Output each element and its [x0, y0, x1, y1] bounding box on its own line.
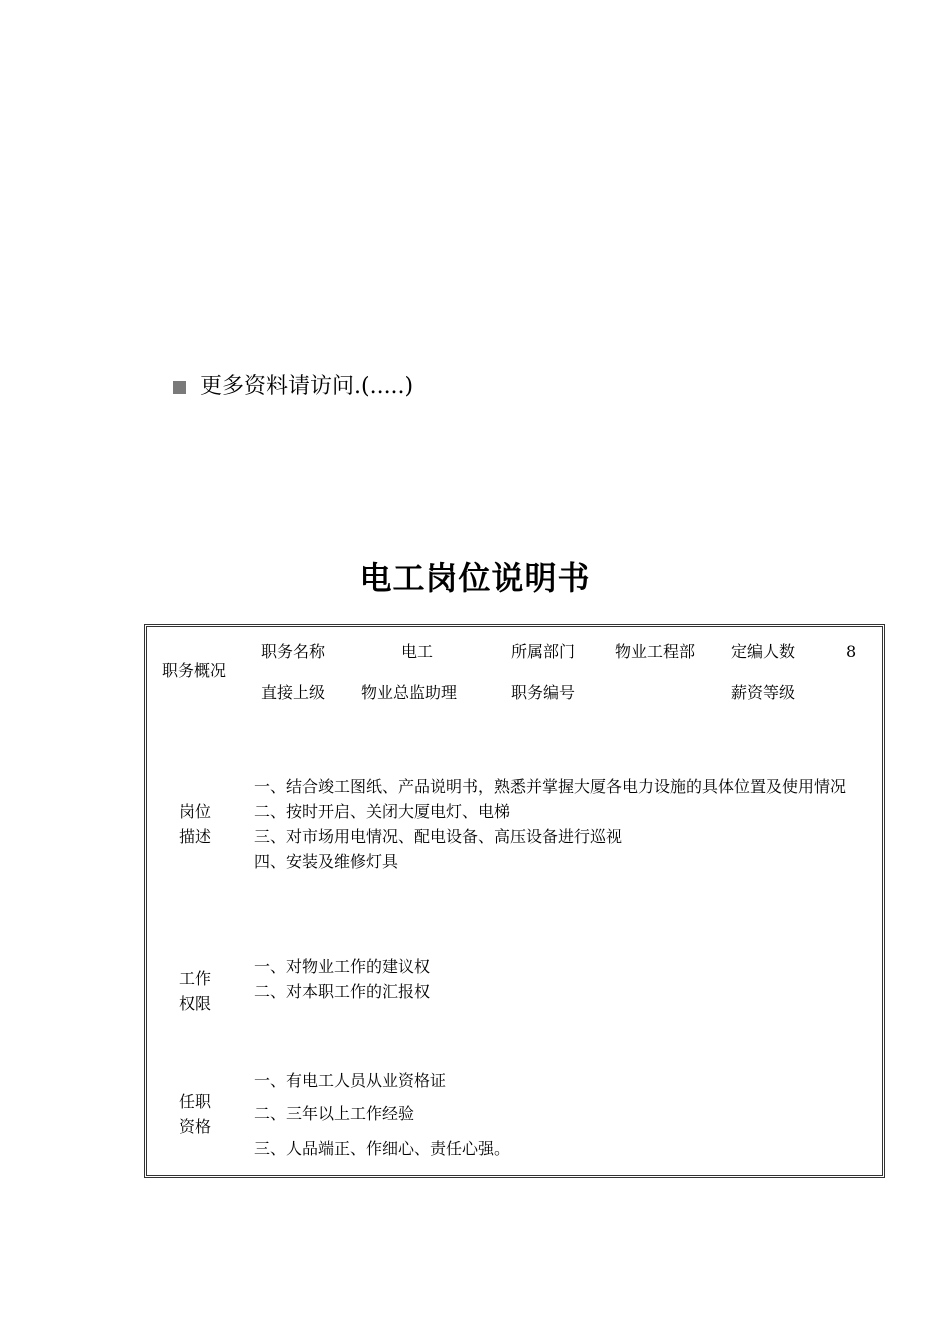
- headcount-label: 定编人数: [731, 642, 796, 661]
- description-item: 一、结合竣工图纸、产品说明书，熟悉并掌握大厦各电力设施的具体位置及使用情况: [254, 777, 847, 796]
- description-label-line2: 描述: [178, 827, 211, 846]
- authority-item: 一、对物业工作的建议权: [254, 957, 431, 976]
- qualification-item: 一、有电工人员从业资格证: [254, 1071, 447, 1090]
- superior-label: 直接上级: [261, 683, 326, 702]
- job-description-table: [144, 624, 885, 1178]
- department-label: 所属部门: [511, 642, 576, 661]
- more-info-text: 更多资料请访问.(.....): [200, 374, 414, 399]
- description-item: 三、对市场用电情况、配电设备、高压设备进行巡视: [254, 827, 623, 846]
- authority-label: [165, 966, 225, 1016]
- description-label: [165, 799, 225, 849]
- job-title-value: 电工: [400, 642, 433, 661]
- headcount-value: 8: [846, 642, 857, 661]
- description-item: 四、安装及维修灯具: [254, 852, 399, 871]
- page-title: 电工岗位说明书: [359, 559, 591, 597]
- overview-section-label: 职务概况: [162, 661, 227, 680]
- job-title-label: 职务名称: [261, 642, 326, 661]
- qualification-label-line2: 资格: [178, 1117, 211, 1136]
- department-value: 物业工程部: [615, 642, 696, 661]
- square-bullet-icon: [173, 381, 186, 394]
- qualification-label: [165, 1089, 225, 1139]
- more-info-note: [173, 372, 413, 402]
- description-label-line1: 岗位: [178, 802, 211, 821]
- authority-label-line2: 权限: [178, 994, 211, 1013]
- authority-item: 二、对本职工作的汇报权: [254, 982, 431, 1001]
- salary-grade-label: 薪资等级: [731, 683, 796, 702]
- qualification-item: 二、三年以上工作经验: [254, 1104, 415, 1123]
- job-code-label: 职务编号: [511, 683, 576, 702]
- authority-label-line1: 工作: [178, 969, 211, 988]
- qualification-label-line1: 任职: [178, 1092, 211, 1111]
- description-item: 二、按时开启、关闭大厦电灯、电梯: [254, 802, 511, 821]
- qualification-item: 三、人品端正、作细心、责任心强。: [254, 1139, 511, 1158]
- superior-value: 物业总监助理: [361, 683, 458, 702]
